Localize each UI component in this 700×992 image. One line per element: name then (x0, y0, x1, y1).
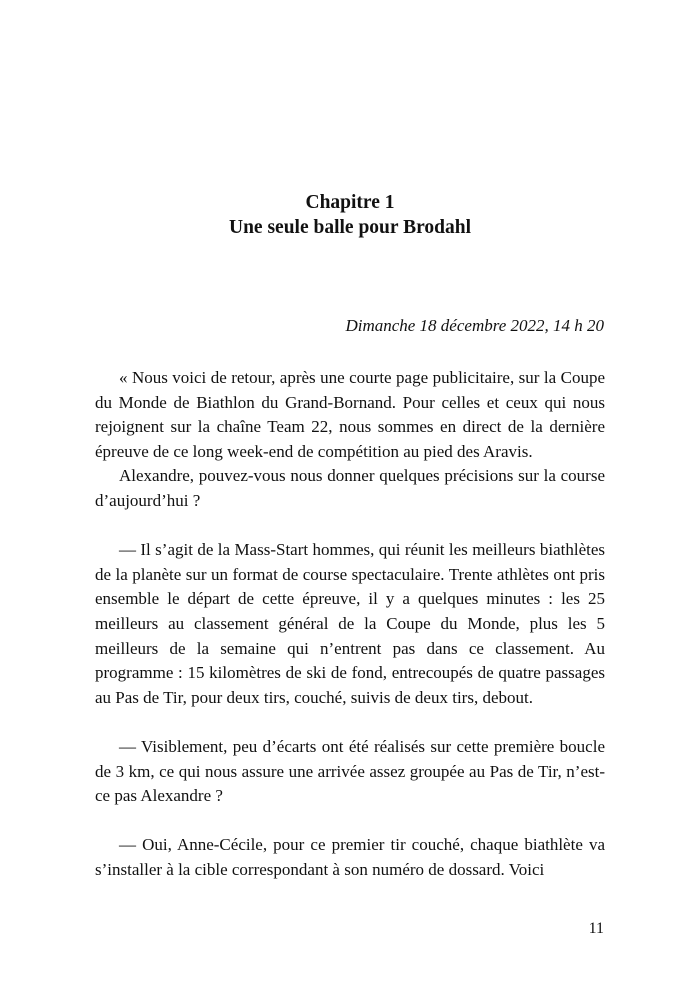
paragraph-2: Alexandre, pouvez-vous nous donner quelques précisions sur la course d’aujourd’hui ? (95, 466, 605, 510)
paragraph-1: « Nous voici de retour, après une courte page publicitaire, sur la Coupe du Monde de Biathlon du Grand-Bornand. Pour celles et ceux qui nous rejoignent sur la chaîne Team 22, nous sommes en direct de la dernière épreuve de ce long week-end de compétition au pied des Aravis. (95, 368, 605, 461)
paragraph-3: — Il s’agit de la Mass-Start hommes, qui réunit les meilleurs biathlètes de la planète sur un format de course spectaculaire. Trente athlètes ont pris ensemble le départ de cette épreuve, il y a quelques minutes : les 25 meilleurs au classement général de la Coupe du Monde, plus les 5 meilleurs de la semaine qui n’entrent pas dans ce classement. Au programme : 15 kilomètres de ski de fond, entrecoupés de quatre passages au Pas de Tir, pour deux tirs, couché, suivis de deux tirs, debout. (95, 540, 605, 707)
paragraph-4: — Visiblement, peu d’écarts ont été réalisés sur cette première boucle de 3 km, ce qui nous assure une arrivée assez groupée au Pas de Tir, n’est-ce pas Alexandre ? (95, 736, 605, 806)
paragraph-5: — Oui, Anne-Cécile, pour ce premier tir couché, chaque biathlète va s’installer à la cible correspondant à son numéro de dossard. Voici (95, 835, 605, 879)
chapter-title: Une seule balle pour Brodahl (229, 217, 471, 238)
chapter-heading (95, 190, 605, 240)
dateline: Dimanche 18 décembre 2022, 14 h 20 (345, 316, 604, 335)
chapter-number: Chapitre 1 (305, 192, 395, 213)
page-number: 11 (588, 920, 604, 937)
body-text (95, 366, 605, 882)
